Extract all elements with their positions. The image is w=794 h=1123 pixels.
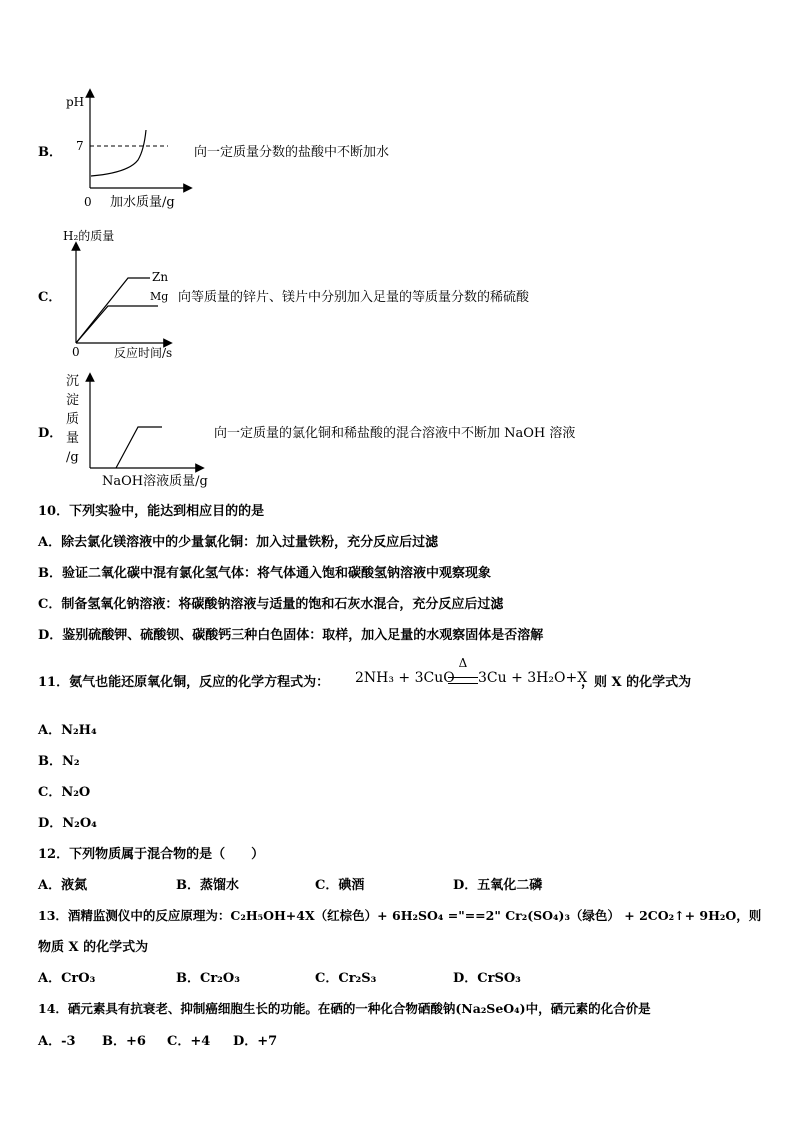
q13-stem-line1: 13．酒精监测仪中的反应原理为：C₂H₅OH+4X（红棕色）+ 6H₂SO₄ ="==2" Cr₂(SO₄)₃（绿色） + 2CO₂↑+ 9H₂O，则 <box>38 908 762 923</box>
q11-option-c: C．N₂O <box>38 785 91 800</box>
option-d-desc: 向一定质量的氯化铜和稀盐酸的混合溶液中不断加 NaOH 溶液 <box>214 426 576 441</box>
q10-option-b: B．验证二氧化碳中混有氯化氢气体：将气体通入饱和碳酸氢钠溶液中观察现象 <box>38 566 491 581</box>
option-b-desc: 向一定质量分数的盐酸中不断加水 <box>194 145 390 160</box>
q14-option-a: A．-3 <box>38 1034 76 1049</box>
q11-eq-left: 2NH₃ + 3CuO <box>355 670 455 686</box>
precipitate-line <box>116 427 162 468</box>
q11-eq-sign <box>448 677 478 684</box>
q12-option-a: A．液氮 <box>38 878 88 893</box>
zn-label: Zn <box>152 270 169 284</box>
q11-stem-post: ，则 X 的化学式为 <box>581 675 692 690</box>
q14-stem: 14．硒元素具有抗衰老、抑制癌细胞生长的功能。在硒的一种化合物硒酸钠(Na₂SeO₄)中，硒元素的化合价是 <box>38 1001 651 1016</box>
option-d-graph <box>80 372 210 490</box>
mg-label: Mg <box>150 290 169 303</box>
q13-option-a: A．CrO₃ <box>38 971 96 986</box>
x-axis-label: 反应时间/s <box>114 346 173 360</box>
q11-eq-condition: Δ <box>458 656 468 670</box>
zn-line <box>76 278 150 343</box>
q12-option-d: D．五氧化二磷 <box>453 878 543 893</box>
y-label-char: /g <box>66 450 79 465</box>
q12-option-c: C．碘酒 <box>315 878 365 893</box>
q13-option-d: D．CrSO₃ <box>453 971 521 986</box>
q14-option-d: D．+7 <box>233 1034 278 1049</box>
y-label-char: 淀 <box>66 393 80 408</box>
q12-stem: 12．下列物质属于混合物的是（ ） <box>38 847 265 862</box>
y-label-char: 量 <box>66 431 80 446</box>
q12-option-b: B．蒸馏水 <box>176 878 239 893</box>
q11-stem: 11．氨气也能还原氧化铜，反应的化学方程式为： <box>38 675 330 690</box>
origin-label: 0 <box>72 345 80 359</box>
q10-option-d: D．鉴别硫酸钾、硫酸钡、碳酸钙三种白色固体：取样，加入足量的水观察固体是否溶解 <box>38 628 544 643</box>
x-axis-label: 加水质量/g <box>110 195 175 210</box>
option-d-letter: D． <box>38 426 63 441</box>
q14-option-c: C．+4 <box>167 1034 211 1049</box>
ref-tick-label: 7 <box>76 139 84 153</box>
q11-eq-right: 3Cu + 3H₂O+X <box>478 670 588 686</box>
option-b-letter: B． <box>38 145 62 160</box>
ph-curve <box>91 130 146 176</box>
q10-option-a: A．除去氯化镁溶液中的少量氯化铜：加入过量铁粉，充分反应后过滤 <box>38 535 439 550</box>
q10-option-c: C．制备氢氧化钠溶液：将碳酸钠溶液与适量的饱和石灰水混合，充分反应后过滤 <box>38 597 504 612</box>
origin-label: 0 <box>84 195 92 209</box>
x-axis-label: NaOH溶液质量/g <box>102 474 208 489</box>
q14-option-b: B．+6 <box>102 1034 146 1049</box>
option-c-desc: 向等质量的锌片、镁片中分别加入足量的等质量分数的稀硫酸 <box>178 290 530 305</box>
q13-option-b: B．Cr₂O₃ <box>176 971 240 986</box>
q11-option-d: D．N₂O₄ <box>38 816 97 831</box>
option-c-letter: C． <box>38 290 62 305</box>
option-d-y-label <box>66 372 79 467</box>
mg-line <box>76 306 158 343</box>
q13-stem-line2: 物质 X 的化学式为 <box>38 940 149 955</box>
y-label-char: 质 <box>66 412 80 427</box>
option-c-graph <box>58 228 178 363</box>
q11-option-b: B．N₂ <box>38 754 80 769</box>
y-label-char: 沉 <box>66 374 80 389</box>
option-b-graph <box>58 88 198 213</box>
q10-stem: 10．下列实验中，能达到相应目的的是 <box>38 504 265 519</box>
q11-option-a: A．N₂H₄ <box>38 723 97 738</box>
y-axis-label: H₂的质量 <box>63 229 115 243</box>
y-axis-label: pH <box>66 95 85 109</box>
q13-option-c: C．Cr₂S₃ <box>315 971 377 986</box>
